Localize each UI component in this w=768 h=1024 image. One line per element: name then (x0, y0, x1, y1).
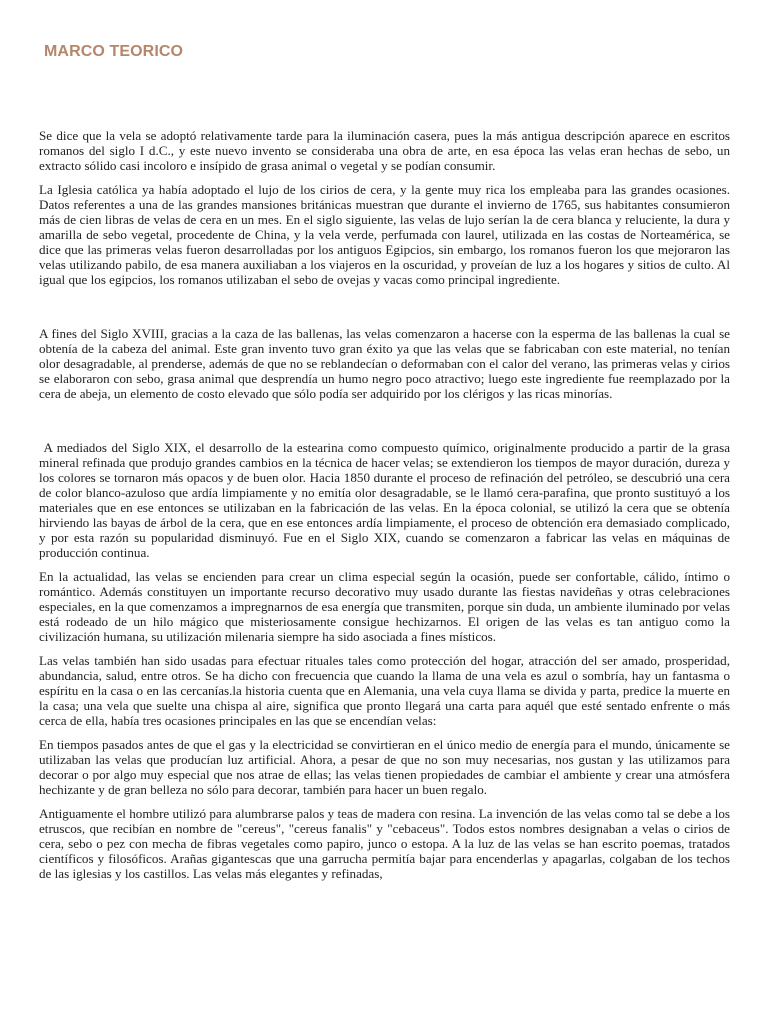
paragraph-7: En tiempos pasados antes de que el gas y la electricidad se convirtieran en el único medio de energía para el mundo, únicamente se utilizaban las velas que producían luz artificial. Ahora, a pesar de que no son muy necesarias, nos gustan y las utilizamos para decorar o por algo muy especial que nos atrae de ellas; las velas tienen propiedades de cambiar el ambiente y crear una atmósfera hechizante y de gran belleza no sólo para decorar, también para hacer un buen regalo. (39, 737, 730, 797)
paragraph-8: Antiguamente el hombre utilizó para alumbrarse palos y teas de madera con resina. La invención de las velas como tal se debe a los etruscos, que recibían en nombre de "cereus", "cereus fanalis" y "cebaceus". Todos estos nombres designaban a velas o cirios de cera, sebo o pez con mecha de fibras vegetales como papiro, junco o estopa. A la luz de las velas se han escrito poemas, tratados científicos y filosóficos. Arañas gigantescas que una garrucha permitía bajar para encenderlas y apagarlas, colgaban de los techos de las iglesias y los castillos. Las velas más elegantes y refinadas, (39, 806, 730, 881)
paragraph-2: La Iglesia católica ya había adoptado el lujo de los cirios de cera, y la gente muy rica los empleaba para las grandes ocasiones. Datos referentes a una de las grandes mansiones británicas muestran que durante el invierno de 1765, sus habitantes consumieron más de cien libras de velas de cera en un mes. En el siglo siguiente, las velas de lujo serían la de cera blanca y reluciente, la dura y amarilla de sebo vegetal, procedente de China, y la vela verde, perfumada con laurel, utilizada en las costas de Norteamérica, se dice que las primeras velas fueron desarrolladas por los antiguos Egipcios, sin embargo, los romanos fueron los que mejoraron las velas utilizando pabilo, de esa manera auxiliaban a los viajeros en la oscuridad, y proveían de luz a los hogares y sitios de culto. Al igual que los egipcios, los romanos utilizaban el sebo de ovejas y vacas como principal ingrediente. (39, 182, 730, 287)
paragraph-5: En la actualidad, las velas se encienden para crear un clima especial según la ocasión, puede ser confortable, cálido, íntimo o romántico. Además constituyen un importante recurso decorativo muy usado durante las fiestas navideñas y otras celebraciones especiales, en la que comenzamos a impregnarnos de esa energía que transmiten, porque sin duda, un ambiente iluminado por velas está rodeado de un hilo mágico que misteriosamente consigue hechizarnos. El origen de las velas es tan antiguo como la civilización humana, su utilización milenaria siempre ha sido asociada a fines místicos. (39, 569, 730, 644)
paragraph-1: Se dice que la vela se adoptó relativamente tarde para la iluminación casera, pues la más antigua descripción aparece en escritos romanos del siglo I d.C., y este nuevo invento se consideraba una obra de arte, en esa época las velas eran hechas de sebo, un extracto sólido casi incoloro e insípido de grasa animal o vegetal y se podían consumir. (39, 128, 730, 173)
paragraph-4: A mediados del Siglo XIX, el desarrollo de la estearina como compuesto químico, originalmente producido a partir de la grasa mineral refinada que produjo grandes cambios en la técnica de hacer velas; se extendieron los tiempos de mayor duración, dureza y los colores se tornaron más opacos y de buen olor. Hacia 1850 durante el proceso de refinación del petróleo, se descubrió una cera de color blanco-azuloso que ardía limpiamente y no emitía olor desagradable, se le llamó cera-parafina, que pronto sustituyó a los materiales que en ese entonces se utilizaban en la fabricación de las velas. En la época colonial, se utilizó la cera que se obtenía hirviendo las bayas de árbol de la cera, que en ese entonces ardía limpiamente, el proceso de obtención era demasiado complicado, y por esta razón su popularidad disminuyó. Fue en el Siglo XIX, cuando se comenzaron a fabricar las velas en máquinas de producción continua. (39, 440, 734, 560)
document-title: MARCO TEORICO (44, 43, 184, 60)
document-body (39, 128, 734, 890)
paragraph-3: A fines del Siglo XVIII, gracias a la caza de las ballenas, las velas comenzaron a hacerse con la esperma de las ballenas la cual se obtenía de la cabeza del animal. Este gran invento tuvo gran éxito ya que las velas que se fabricaban con este material, no tenían olor desagradable, al prenderse, además de que no se reblandecían o deformaban con el calor del verano, las primeras velas y cirios se elaboraron con sebo, grasa animal que desprendía un humo negro poco atractivo; luego este ingrediente fue reemplazado por la cera de abeja, un elemento de costo elevado que sólo podía ser adquirido por los clérigos y las ricas minorías. (39, 326, 730, 401)
paragraph-6: Las velas también han sido usadas para efectuar rituales tales como protección del hogar, atracción del ser amado, prosperidad, abundancia, salud, entre otros. Se ha dicho con frecuencia que cuando la llama de una vela es azul o sombría, hay un fantasma o espíritu en la casa o en las cercanías.la historia cuenta que en Alemania, una vela cuya llama se divida y parta, predice la muerte en la casa; una vela que suelte una chispa al aire, significa que pronto llegará una carta para aquél que esté sentado enfrente o más cerca de ella, había tres ocasiones principales en las que se encendían velas: (39, 653, 730, 728)
